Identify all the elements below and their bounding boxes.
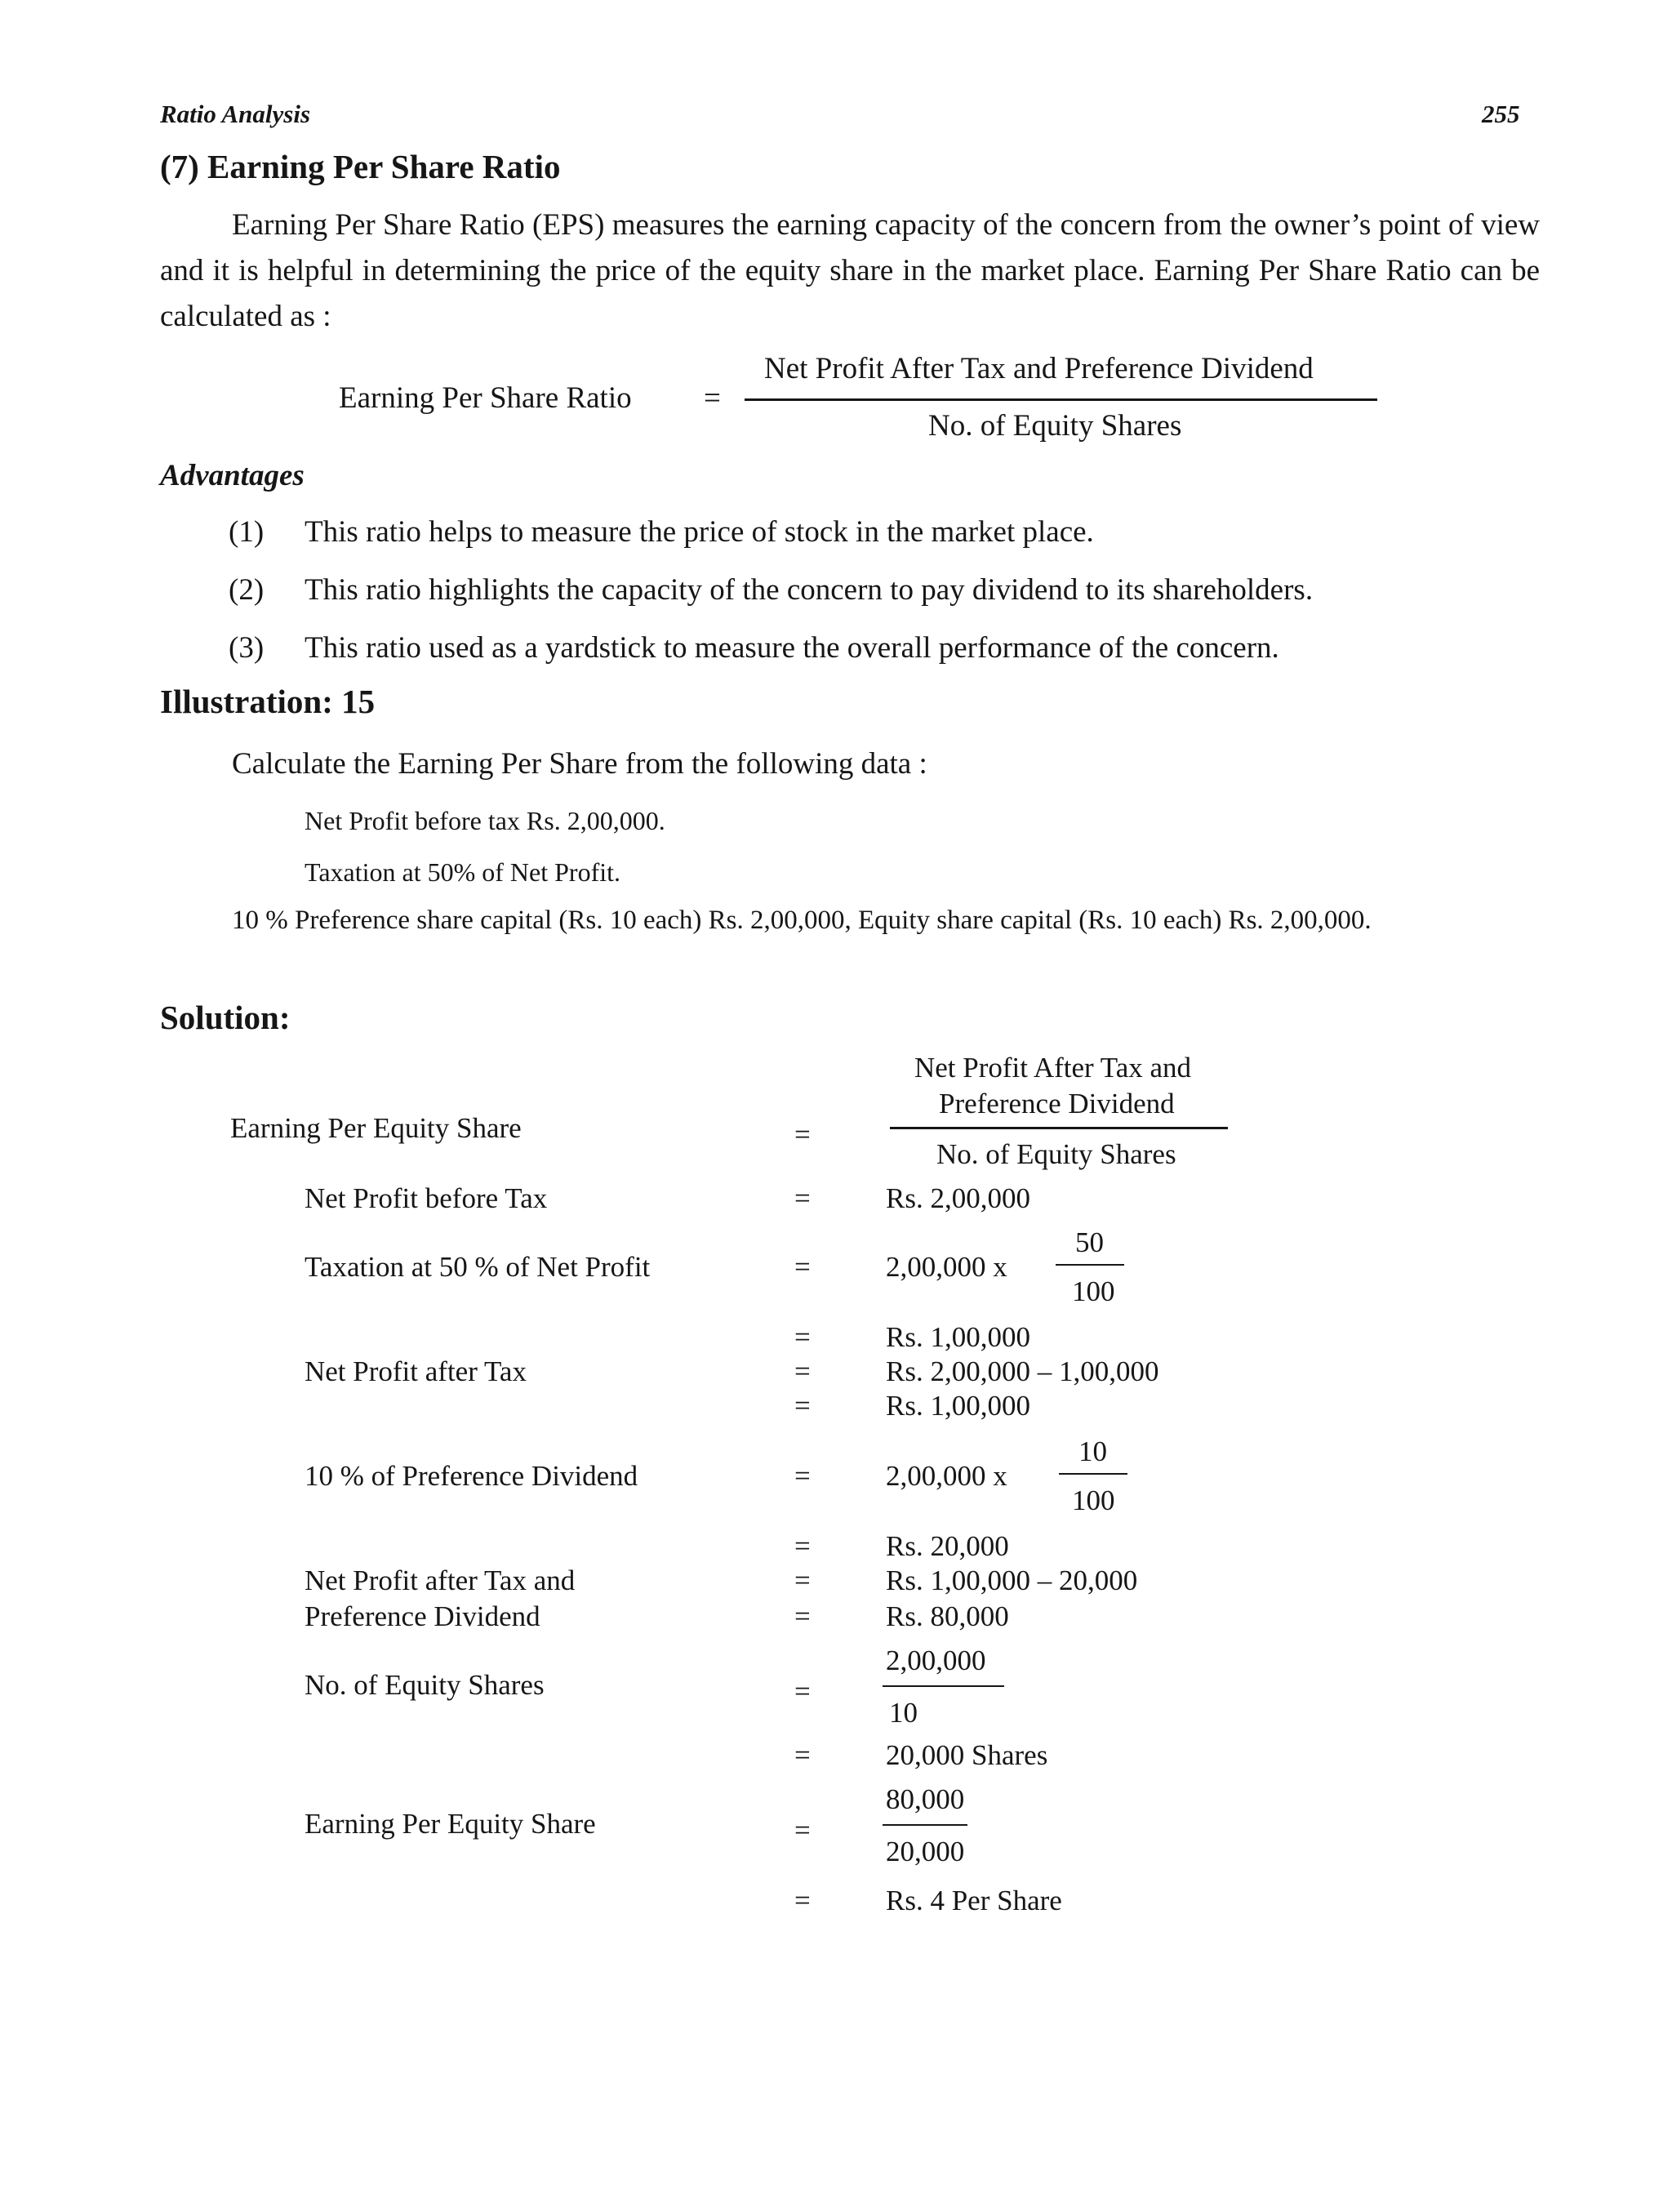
tax-expression: 2,00,000 x: [886, 1251, 1007, 1283]
shares-result: 20,000 Shares: [886, 1739, 1048, 1771]
eps2-fraction-bar: [883, 1824, 967, 1826]
illustration-data-line: Net Profit before tax Rs. 2,00,000.: [305, 806, 665, 835]
shares-numerator: 2,00,000: [886, 1645, 986, 1676]
pd-label: 10 % of Preference Dividend: [305, 1460, 638, 1492]
advantages-heading: Advantages: [160, 459, 305, 492]
eps2-label: Earning Per Equity Share: [305, 1808, 596, 1840]
illustration-data-line: Taxation at 50% of Net Profit.: [305, 857, 620, 887]
eps-fraction-bar: [890, 1127, 1228, 1129]
equals-sign: =: [794, 1251, 811, 1283]
pd-result: Rs. 20,000: [886, 1530, 1009, 1562]
formula-denominator: No. of Equity Shares: [928, 409, 1182, 443]
pd-expression: 2,00,000 x: [886, 1460, 1007, 1492]
tax-numerator: 50: [1075, 1226, 1104, 1258]
eps-numerator-line-1: Net Profit After Tax and: [914, 1052, 1192, 1084]
advantage-number: (3): [229, 631, 265, 665]
advantage-text: This ratio used as a yardstick to measure the overall performance of the concern.: [305, 631, 1279, 665]
equals-sign: =: [794, 1182, 811, 1214]
tax-fraction-bar: [1056, 1264, 1124, 1266]
npatpd-result: Rs. 80,000: [886, 1600, 1009, 1632]
equals-sign: =: [794, 1564, 811, 1596]
equals-sign: =: [794, 1321, 811, 1353]
equals-sign: =: [794, 1390, 811, 1422]
eps-denominator: No. of Equity Shares: [936, 1138, 1176, 1170]
equals-sign: =: [794, 1814, 811, 1846]
equals-sign: =: [794, 1676, 811, 1707]
illustration-capital-text: 10 % Preference share capital (Rs. 10 each) Rs. 2,00,000, Equity share capital (Rs. 10 each) Rs. 2,00,000.: [232, 906, 1372, 935]
equals-sign: =: [794, 1119, 811, 1151]
eps2-result: Rs. 4 Per Share: [886, 1885, 1062, 1916]
npat-expression: Rs. 2,00,000 – 1,00,000: [886, 1355, 1159, 1387]
page-number: 255: [1482, 100, 1520, 128]
eps2-numerator: 80,000: [886, 1783, 965, 1815]
section-title: (7) Earning Per Share Ratio: [160, 148, 561, 185]
npatpd-label-line-2: Preference Dividend: [305, 1600, 540, 1632]
illustration-heading: Illustration: 15: [160, 683, 376, 720]
tax-label: Taxation at 50 % of Net Profit: [305, 1251, 651, 1283]
shares-denominator: 10: [889, 1697, 918, 1729]
intro-paragraph: [160, 203, 1540, 340]
pd-fraction-bar: [1059, 1473, 1127, 1475]
formula-equals: =: [704, 381, 721, 415]
tax-result: Rs. 1,00,000: [886, 1321, 1030, 1353]
npbt-value: Rs. 2,00,000: [886, 1182, 1030, 1214]
shares-fraction-bar: [883, 1685, 1004, 1687]
shares-label: No. of Equity Shares: [305, 1669, 545, 1701]
pd-numerator: 10: [1078, 1435, 1107, 1467]
equals-sign: =: [794, 1530, 811, 1562]
advantage-text: This ratio helps to measure the price of stock in the market place.: [305, 515, 1094, 549]
formula-label: Earning Per Share Ratio: [339, 381, 632, 415]
formula-numerator: Net Profit After Tax and Preference Dividend: [764, 352, 1314, 385]
eps2-denominator: 20,000: [886, 1836, 965, 1867]
solution-heading: Solution:: [160, 999, 291, 1036]
intro-paragraph-text: Earning Per Share Ratio (EPS) measures the earning capacity of the concern from the owner’s point of view and it is helpful in determining the price of the equity share in the market place. Earning Per Share Ratio can be calculated as :: [160, 208, 1540, 333]
equals-sign: =: [794, 1885, 811, 1916]
illustration-intro: Calculate the Earning Per Share from the following data :: [232, 747, 927, 781]
eps-numerator-line-2: Preference Dividend: [939, 1088, 1175, 1119]
npbt-label: Net Profit before Tax: [305, 1182, 548, 1214]
formula-fraction-bar: [745, 398, 1377, 401]
equals-sign: =: [794, 1600, 811, 1632]
advantage-text: This ratio highlights the capacity of the concern to pay dividend to its shareholders.: [305, 573, 1314, 607]
npat-label: Net Profit after Tax: [305, 1355, 527, 1387]
equals-sign: =: [794, 1739, 811, 1771]
advantage-number: (1): [229, 515, 265, 549]
equals-sign: =: [794, 1460, 811, 1492]
illustration-capital: [160, 901, 1540, 939]
advantage-number: (2): [229, 573, 265, 607]
tax-denominator: 100: [1072, 1275, 1115, 1307]
running-header: Ratio Analysis: [160, 100, 311, 128]
eps-label: Earning Per Equity Share: [230, 1112, 522, 1144]
equals-sign: =: [794, 1355, 811, 1387]
npat-result: Rs. 1,00,000: [886, 1390, 1030, 1422]
npatpd-expression: Rs. 1,00,000 – 20,000: [886, 1564, 1138, 1596]
npatpd-label-line-1: Net Profit after Tax and: [305, 1564, 576, 1596]
pd-denominator: 100: [1072, 1484, 1115, 1516]
